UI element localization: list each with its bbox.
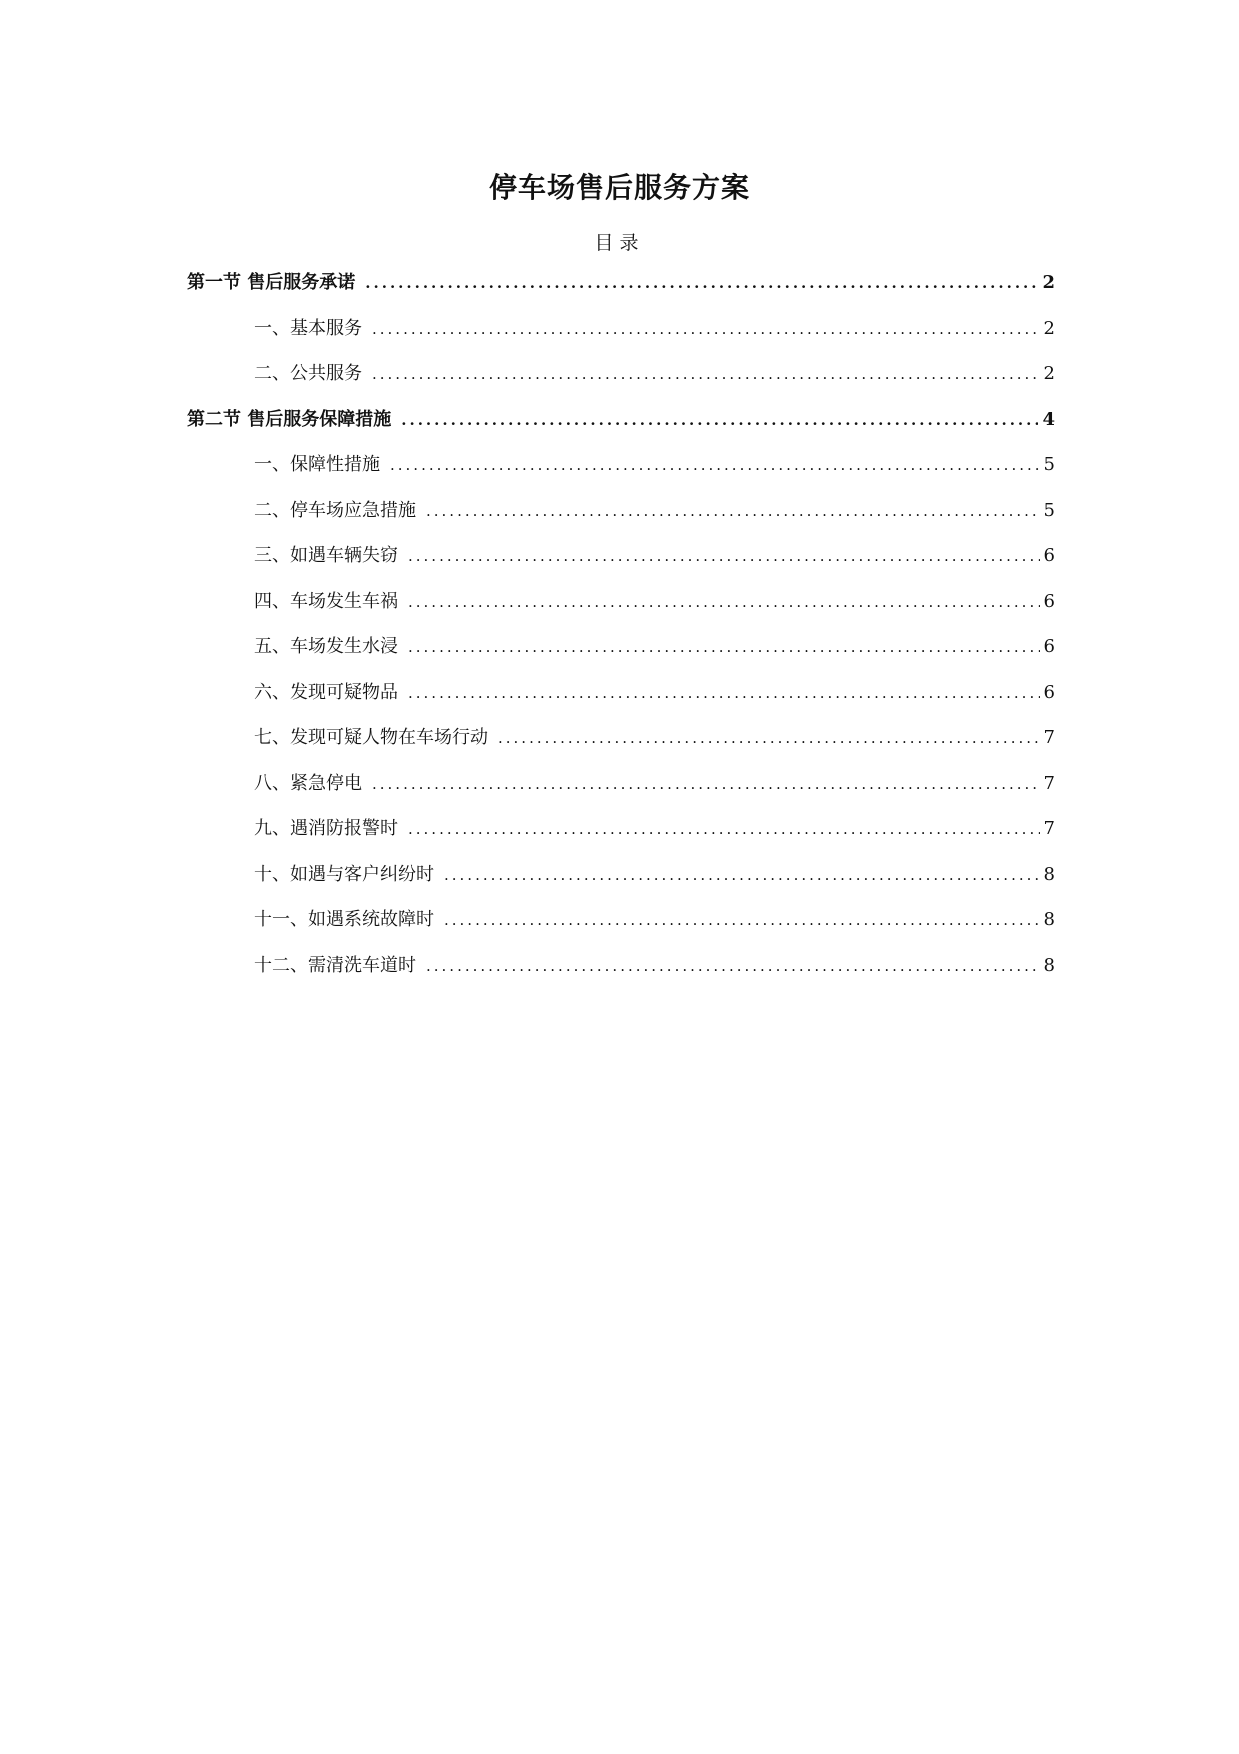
toc-entry-label: 五、车场发生水浸 bbox=[254, 636, 398, 657]
toc-entry-label: 九、遇消防报警时 bbox=[254, 818, 398, 839]
toc-page-number: 6 bbox=[1043, 636, 1055, 657]
toc-entry[interactable] bbox=[187, 585, 1055, 631]
toc-page-number: 8 bbox=[1043, 909, 1055, 930]
toc-entry-label: 第二节 售后服务保障措施 bbox=[187, 408, 392, 430]
toc-entry-label: 六、发现可疑物品 bbox=[254, 681, 398, 703]
toc-entry-label: 一、保障性措施 bbox=[254, 454, 380, 475]
toc-leader-dots bbox=[372, 312, 1040, 346]
toc-leader-dots bbox=[401, 403, 1038, 437]
toc-page-number: 7 bbox=[1043, 818, 1055, 839]
toc-entry[interactable] bbox=[187, 949, 1055, 995]
toc-entry-label: 二、停车场应急措施 bbox=[254, 499, 416, 521]
toc-leader-dots bbox=[372, 767, 1040, 801]
toc-entry[interactable] bbox=[187, 539, 1055, 585]
toc-entry[interactable] bbox=[187, 357, 1055, 403]
toc-page-number: 6 bbox=[1043, 590, 1055, 612]
toc-entry[interactable] bbox=[187, 312, 1055, 358]
toc-entry-label: 七、发现可疑人物在车场行动 bbox=[254, 727, 488, 748]
toc-page-number: 2 bbox=[1043, 317, 1055, 339]
toc-entry-label: 四、车场发生车祸 bbox=[254, 590, 398, 612]
toc-page-number: 8 bbox=[1043, 954, 1055, 976]
toc-entry[interactable] bbox=[187, 721, 1055, 767]
toc-entry[interactable] bbox=[187, 448, 1055, 494]
toc-page-number: 6 bbox=[1043, 681, 1055, 703]
toc-leader-dots bbox=[444, 858, 1040, 892]
toc-leader-dots bbox=[444, 903, 1040, 937]
toc-leader-dots bbox=[408, 812, 1040, 846]
toc-entry-section-2[interactable] bbox=[187, 403, 1055, 449]
toc-entry-label: 三、如遇车辆失窃 bbox=[254, 545, 398, 566]
toc-page-number: 5 bbox=[1043, 454, 1055, 475]
toc-entry-section-1[interactable] bbox=[187, 266, 1055, 312]
toc-leader-dots bbox=[426, 494, 1040, 528]
toc-entry[interactable] bbox=[187, 767, 1055, 813]
toc-entry[interactable] bbox=[187, 812, 1055, 858]
toc-heading: 目录 bbox=[594, 232, 645, 254]
toc-leader-dots bbox=[365, 266, 1038, 300]
toc-entry-label: 第一节 售后服务承诺 bbox=[187, 272, 356, 293]
toc-entry-label: 十一、如遇系统故障时 bbox=[254, 909, 434, 930]
toc-page-number: 2 bbox=[1042, 272, 1055, 293]
toc-entry-label: 二、公共服务 bbox=[254, 363, 362, 384]
toc-leader-dots bbox=[408, 585, 1040, 619]
table-of-contents bbox=[187, 266, 1055, 994]
toc-page-number: 7 bbox=[1043, 772, 1055, 794]
toc-page-number: 2 bbox=[1043, 363, 1055, 384]
toc-page-number: 7 bbox=[1043, 727, 1055, 748]
toc-leader-dots bbox=[408, 539, 1040, 573]
toc-leader-dots bbox=[372, 357, 1040, 391]
toc-page-number: 5 bbox=[1043, 499, 1055, 521]
page-title: 停车场售后服务方案 bbox=[488, 171, 750, 204]
toc-page-number: 4 bbox=[1042, 408, 1055, 430]
toc-leader-dots bbox=[426, 949, 1040, 983]
toc-entry-label: 十、如遇与客户纠纷时 bbox=[254, 863, 434, 885]
toc-leader-dots bbox=[498, 721, 1040, 755]
toc-entry[interactable] bbox=[187, 630, 1055, 676]
toc-leader-dots bbox=[390, 448, 1040, 482]
toc-entry[interactable] bbox=[187, 903, 1055, 949]
toc-entry[interactable] bbox=[187, 858, 1055, 904]
toc-entry[interactable] bbox=[187, 494, 1055, 540]
toc-page-number: 8 bbox=[1043, 863, 1055, 885]
toc-entry-label: 十二、需清洗车道时 bbox=[254, 954, 416, 976]
toc-entry-label: 一、基本服务 bbox=[254, 317, 362, 339]
toc-entry-label: 八、紧急停电 bbox=[254, 772, 362, 794]
toc-leader-dots bbox=[408, 676, 1040, 710]
toc-page-number: 6 bbox=[1043, 545, 1055, 566]
toc-entry[interactable] bbox=[187, 676, 1055, 722]
toc-leader-dots bbox=[408, 630, 1040, 664]
